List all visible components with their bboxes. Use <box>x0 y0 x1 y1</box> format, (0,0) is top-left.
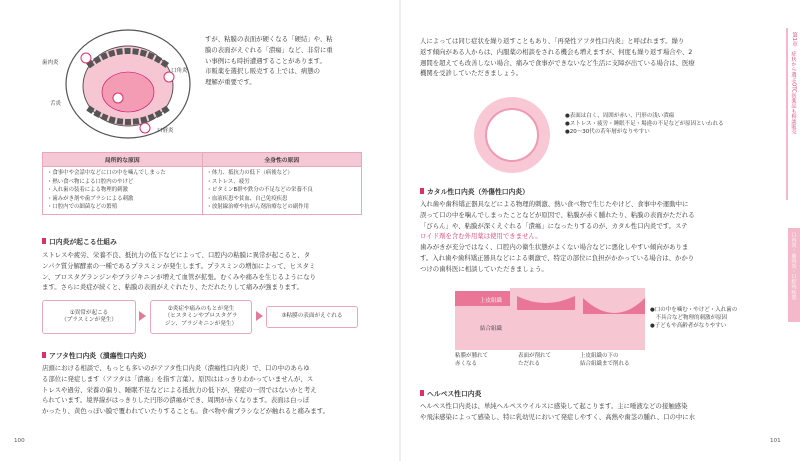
label-connective: 結合組織 <box>480 326 503 332</box>
side-tab-top: 第1章 症状から選ぶOTC医薬品も相談販売 <box>786 28 800 200</box>
ulcer-illustration <box>472 95 552 175</box>
side-tab-section: 口内炎・歯肉炎・口腔内疾患 <box>788 228 800 322</box>
flow-step-1: ①異常が起こる （プラスミンが発生） <box>42 300 136 334</box>
caption-deep: 上皮組織の下の 結合組織まで削れる <box>580 353 630 367</box>
section-aphthous: アフタ性口内炎（潰瘍性口内炎） 店頭における相談で、もっとも多いのがアフタ性口内炎（潰瘍性口内炎）で、口の中のあらゆ る部位に発症します（アフタは「潰瘍」を指す言葉）。原因ははっきりわかっていませんが、ス トレスや過労、栄養の偏り、睡眠不足などによる抵抗力の低下が、発症の一因ではないかと考え られています。境界線がはっきりした円形の潰瘍ができ、周囲が赤くなります。表面は白っぽ かったり、黄色っぽい膜で覆われていたりすることも。食べ物や歯ブラシなどが触れると痛みます。 <box>42 350 380 417</box>
caption-eroded: 表面が削れて ただれる <box>518 353 552 367</box>
page-number-right: 101 <box>770 438 781 444</box>
layer-bullets: ●口の中を噛む・やけど・入れ歯の 不具合など物理的刺激が原因 ●子どもや高齢者がなりやすい <box>650 307 738 329</box>
section-mechanism: 口内炎が起こる仕組み ストレスや疲労、栄養不良、抵抗力の低下などによって、口腔内の粘膜に異常が起こると、タ ンパク質分解酵素の一種であるプラスミンが発生します。プラスミンの増加によって、ヒスタミ ン、ブロスタグランジンやブラジキニンが増えて血管が拡張。むくみや痛みを生じるようになり ます。さらに炎症が続くと、粘膜の表面がえぐれたり、ただれたりして痛みが強まります。 <box>42 236 380 293</box>
table-header-local: 局所的な原因 <box>43 153 203 167</box>
flow-step-3: ③粘膜の表面がえぐれる <box>266 306 358 328</box>
flow-arrow-1 <box>139 311 146 321</box>
systemic-causes: ・体力、抵抗力の低下（病後など） ・ストレス、疲労 ・ビタミンB群や鉄分の不足などの栄養不良 ・血液疾患や貧血、自己免疫疾患 ・放射線治療や抗がん剤治療などの副作用 <box>202 167 362 215</box>
right-page <box>400 0 800 461</box>
label-gingivitis: 歯肉炎 <box>42 60 59 66</box>
right-intro: 人によっては同じ症状を繰り返すこともあり、「再発性アフタ性口内炎」と呼ばれます。繰り 返す傾向がある人からは、内服薬の相談をされる機会も増えますが、何度も繰り返す場合や、2 週間を超えても改善しない場合、痛みで食事ができないなど生活に支障が出ている場合は、医療 機関を受診していただきましょう。 <box>420 37 695 78</box>
ulcer-bullets: ●表面は白く、周囲が赤い、円形の浅い潰瘍 ●ストレス・疲労・睡眠不足・場違の不足などが原因といわれる ●20～30代の若年層がなりやすい <box>565 113 724 135</box>
section-title: 口内炎が起こる仕組み <box>42 236 380 246</box>
causes-table <box>42 152 362 215</box>
section-catarrhal: カタル性口内炎（外傷性口内炎） 入れ歯や歯科矯正器具などによる物理的刺激、熱い食べ物で生じたやけど、食事中や運動中に 誤って口の中を噛んでしまったことなどが原因で、粘膜が赤く腫れたり、粘膜の表面がただれる 「びらん」や、粘膜が深くえぐれる「潰瘍」になったりするのが、カタル性口内炎です。ステ ロイド剤を含む外用薬は使用できません。 歯みがきが充分ではなく、口腔内の衛生状態がよくない場合などに悪化しやすい傾向がありま す。入れ歯や歯科矯正器具などによる刺激で、特定の部位に負担がかかっている場合は、かかり つけの歯科医に相談していただきましょう。 <box>420 186 765 275</box>
table-header-systemic: 全身性の原因 <box>202 153 362 167</box>
local-causes: ・食事中や会話中などに口の中を噛んでしまった ・熱い食べ物による口腔内のやけど ・入れ歯の装着による物理的刺激 ・歯みがき剤や歯ブラシによる刺激 ・口腔内での細菌などの繁殖 <box>43 167 203 215</box>
intro-text: すが、粘膜の表面が硬くなる「硬結」や、粘 膜の表面がえぐれる「潰瘍」など、非常に重 い事例にも時折遭遇することがあります。 市販薬を選択し販売する上では、病態の 理解が重要です。 <box>205 35 333 87</box>
section-title: ヘルペス性口内炎 <box>420 388 765 398</box>
page-number-left: 100 <box>14 438 25 444</box>
label-glossitis: 舌炎 <box>50 101 62 107</box>
section-title: カタル性口内炎（外傷性口内炎） <box>420 186 765 196</box>
mouth-diagram <box>60 26 200 144</box>
section-title: アフタ性口内炎（潰瘍性口内炎） <box>42 350 380 360</box>
label-cheilitis: 口唇炎 <box>157 128 174 134</box>
flow-arrow-2 <box>256 311 263 321</box>
section-herpes: ヘルペス性口内炎 ヘルペス性口内炎は、単純ヘルペスウイルスに感染して起こります。主に唾液などの接触感染 や飛沫感染によって感染し、特に乳幼児において発症しやすく、高熱や歯茎の腫れ、口の中に水 <box>420 388 765 423</box>
flow-step-2: ②炎症や痛みのもとが発生 （ヒスタミンやプロスタグラ ジン、ブラジキニンが発生） <box>150 300 252 334</box>
label-angular-cheilitis: 口角炎 <box>171 68 188 74</box>
label-epithelium: 上皮組織 <box>480 298 503 304</box>
caption-swollen: 粘膜が腫れて 赤くなる <box>455 353 489 367</box>
